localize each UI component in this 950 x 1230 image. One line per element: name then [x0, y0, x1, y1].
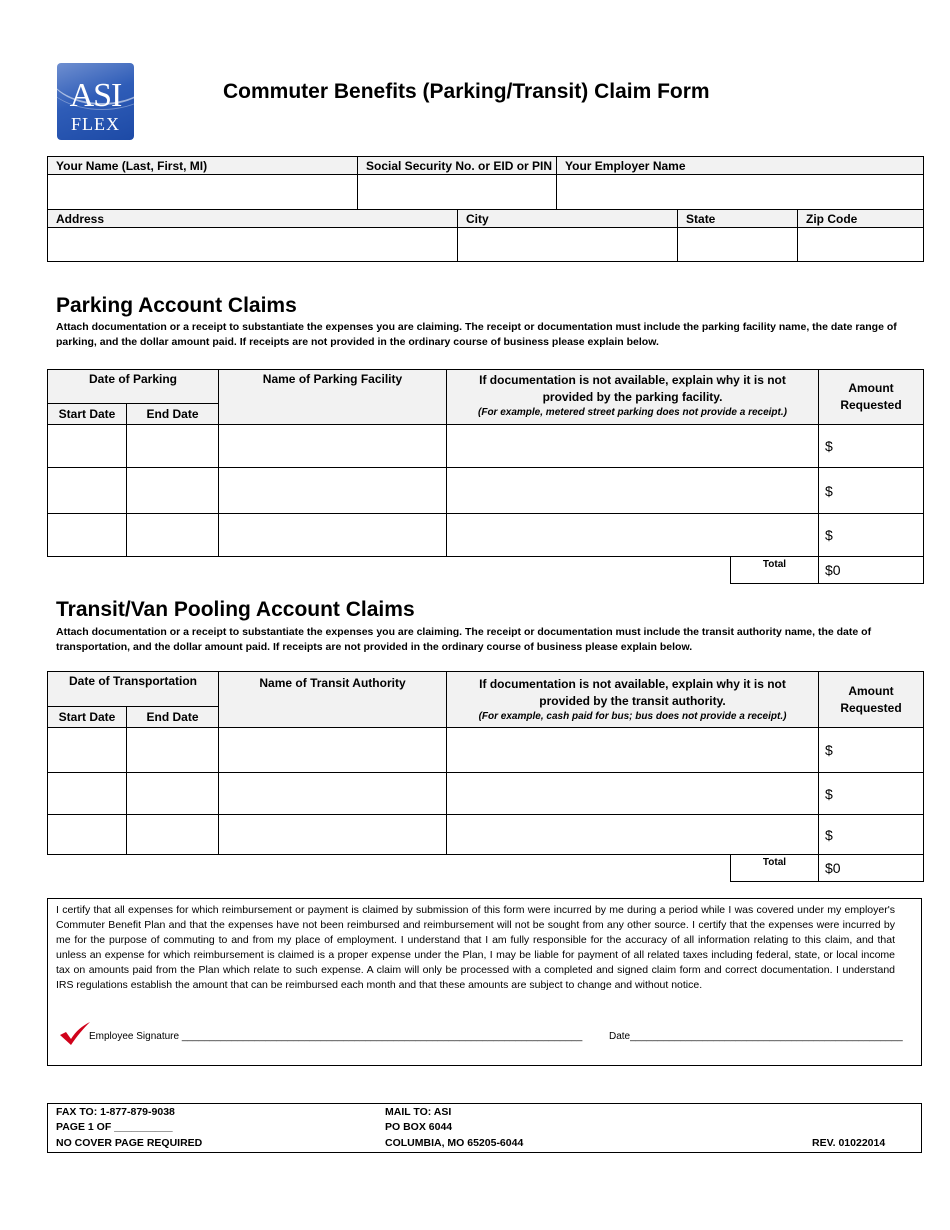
- table-row: [48, 468, 924, 514]
- parking-start-date-field[interactable]: [48, 425, 127, 468]
- state-label: State: [678, 210, 798, 228]
- parking-total-table: [730, 556, 924, 584]
- parking-explain-example: (For example, metered street parking does not provide a receipt.): [478, 407, 787, 418]
- address-label: Address: [48, 210, 458, 228]
- transit-total-label: Total: [731, 855, 819, 882]
- transit-date-header: Date of Transportation: [48, 672, 219, 707]
- table-row: [48, 728, 924, 773]
- transit-explain-field[interactable]: [447, 728, 819, 773]
- certification-box: [47, 898, 922, 1066]
- parking-end-date-field[interactable]: [127, 468, 219, 514]
- parking-start-date-field[interactable]: [48, 514, 127, 557]
- logo-flex-text: FLEX: [71, 114, 120, 134]
- transit-start-date-field[interactable]: [48, 728, 127, 773]
- checkmark-icon: [58, 1021, 92, 1047]
- table-row: [48, 815, 924, 855]
- transit-authority-field[interactable]: [219, 773, 447, 815]
- transit-amount-field[interactable]: $: [819, 728, 924, 773]
- name-field[interactable]: [48, 175, 358, 210]
- parking-section-title: Parking Account Claims: [56, 294, 297, 317]
- fax-to: FAX TO: 1-877-879-9038: [56, 1106, 175, 1118]
- transit-explain-field[interactable]: [447, 815, 819, 855]
- form-title: Commuter Benefits (Parking/Transit) Claim Form: [223, 80, 710, 103]
- transit-authority-field[interactable]: [219, 815, 447, 855]
- parking-amount-field[interactable]: $: [819, 514, 924, 557]
- table-row: [48, 773, 924, 815]
- logo-asi-text: ASI: [69, 77, 122, 114]
- table-row: [48, 514, 924, 557]
- signature-line[interactable]: ________________________________________________________________________: [181, 1031, 583, 1042]
- mail-to: MAIL TO: ASI: [385, 1106, 452, 1118]
- transit-authority-field[interactable]: [219, 728, 447, 773]
- date-label: Date: [609, 1031, 631, 1042]
- transit-amount-field[interactable]: $: [819, 773, 924, 815]
- name-label: Your Name (Last, First, MI): [48, 157, 358, 175]
- personal-info-table: [47, 156, 924, 262]
- employer-label: Your Employer Name: [557, 157, 924, 175]
- employer-field[interactable]: [557, 175, 924, 210]
- parking-date-header: Date of Parking: [48, 370, 219, 404]
- parking-end-date-field[interactable]: [127, 425, 219, 468]
- transit-section-title: Transit/Van Pooling Account Claims: [56, 598, 415, 621]
- ssn-label: Social Security No. or EID or PIN: [358, 157, 557, 175]
- parking-end-date-header: End Date: [127, 404, 219, 425]
- parking-amount-field[interactable]: $: [819, 425, 924, 468]
- transit-explain-header: [447, 672, 819, 728]
- parking-claims-table: [47, 369, 924, 557]
- parking-start-date-field[interactable]: [48, 468, 127, 514]
- date-row: [609, 1031, 903, 1042]
- parking-facility-header: Name of Parking Facility: [219, 370, 447, 425]
- zip-label: Zip Code: [798, 210, 924, 228]
- parking-facility-field[interactable]: [219, 468, 447, 514]
- state-field[interactable]: [678, 228, 798, 262]
- transit-claims-table: [47, 671, 924, 855]
- parking-amount-field[interactable]: $: [819, 468, 924, 514]
- revision: REV. 01022014: [812, 1137, 886, 1149]
- parking-explain-field[interactable]: [447, 514, 819, 557]
- parking-explain-header: [447, 370, 819, 425]
- transit-start-date-header: Start Date: [48, 707, 127, 728]
- certification-text: I certify that all expenses for which reimbursement or payment is claimed by submission of this form were incurred by me during a period while I was covered under my employer's Commuter Benefit Plan and that the expenses have not been reimbursed and reimbursement will not be sought from any other source. I certify that the expenses were incurred by me for the purpose of commuting to and from my place of employment. I understand that I am fully responsible for the accuracy of all information relating to this claim, and that unless an expense for which reimbursement is claimed is a proper expense under the Plan, I may be liable for payment of all related taxes including federal, state, or local income tax on amounts paid from the Plan which relate to such expense. A claim will only be processed with a completed and signed claim form and correct documentation. I understand IRS regulations establish the amount that can be reimbursed each month and that these amounts are subject to change and without notice.: [56, 904, 895, 991]
- page-count: PAGE 1 OF __________: [56, 1121, 173, 1133]
- footer-box: [47, 1103, 922, 1153]
- transit-total-table: [730, 854, 924, 882]
- transit-amount-header: Amount Requested: [819, 672, 924, 728]
- parking-total-label: Total: [731, 557, 819, 584]
- transit-start-date-field[interactable]: [48, 773, 127, 815]
- city-field[interactable]: [458, 228, 678, 262]
- parking-amount-header: Amount Requested: [819, 370, 924, 425]
- po-box: PO BOX 6044: [385, 1121, 453, 1133]
- date-line[interactable]: _________________________________________________: [630, 1031, 903, 1042]
- parking-start-date-header: Start Date: [48, 404, 127, 425]
- parking-section-description: Attach documentation or a receipt to substantiate the expenses you are claiming. The receipt or documentation must include the parking facility name, the date range of parking, and the dollar amount paid. If receipts are not provided in the ordinary course of business please explain below.: [56, 321, 897, 348]
- transit-amount-field[interactable]: $: [819, 815, 924, 855]
- transit-total-value: $0: [819, 855, 924, 882]
- transit-start-date-field[interactable]: [48, 815, 127, 855]
- address-field[interactable]: [48, 228, 458, 262]
- parking-explain-field[interactable]: [447, 468, 819, 514]
- parking-facility-field[interactable]: [219, 514, 447, 557]
- asi-flex-logo: [57, 63, 134, 140]
- signature-row: [89, 1031, 582, 1042]
- transit-authority-header: Name of Transit Authority: [219, 672, 447, 728]
- table-row: [48, 425, 924, 468]
- parking-end-date-field[interactable]: [127, 514, 219, 557]
- no-cover-page: NO COVER PAGE REQUIRED: [56, 1137, 203, 1149]
- city-label: City: [458, 210, 678, 228]
- parking-explain-field[interactable]: [447, 425, 819, 468]
- transit-end-date-field[interactable]: [127, 773, 219, 815]
- parking-facility-field[interactable]: [219, 425, 447, 468]
- parking-total-value: $0: [819, 557, 924, 584]
- transit-explain-example: (For example, cash paid for bus; bus does not provide a receipt.): [478, 711, 787, 722]
- transit-explain-text: If documentation is not available, explain why it is not provided by the transit authority.: [479, 677, 786, 708]
- ssn-field[interactable]: [358, 175, 557, 210]
- zip-field[interactable]: [798, 228, 924, 262]
- transit-explain-field[interactable]: [447, 773, 819, 815]
- parking-explain-text: If documentation is not available, explain why it is not provided by the parking facility.: [479, 373, 786, 404]
- transit-end-date-field[interactable]: [127, 728, 219, 773]
- transit-end-date-field[interactable]: [127, 815, 219, 855]
- mail-city: COLUMBIA, MO 65205-6044: [385, 1137, 524, 1149]
- transit-section-description: Attach documentation or a receipt to substantiate the expenses you are claiming. The receipt or documentation must include the transit authority name, the date of transportation, and the dollar amount paid. If receipts are not provided in the ordinary course of business please explain below.: [56, 626, 872, 653]
- signature-label: Employee Signature: [89, 1031, 180, 1042]
- transit-end-date-header: End Date: [127, 707, 219, 728]
